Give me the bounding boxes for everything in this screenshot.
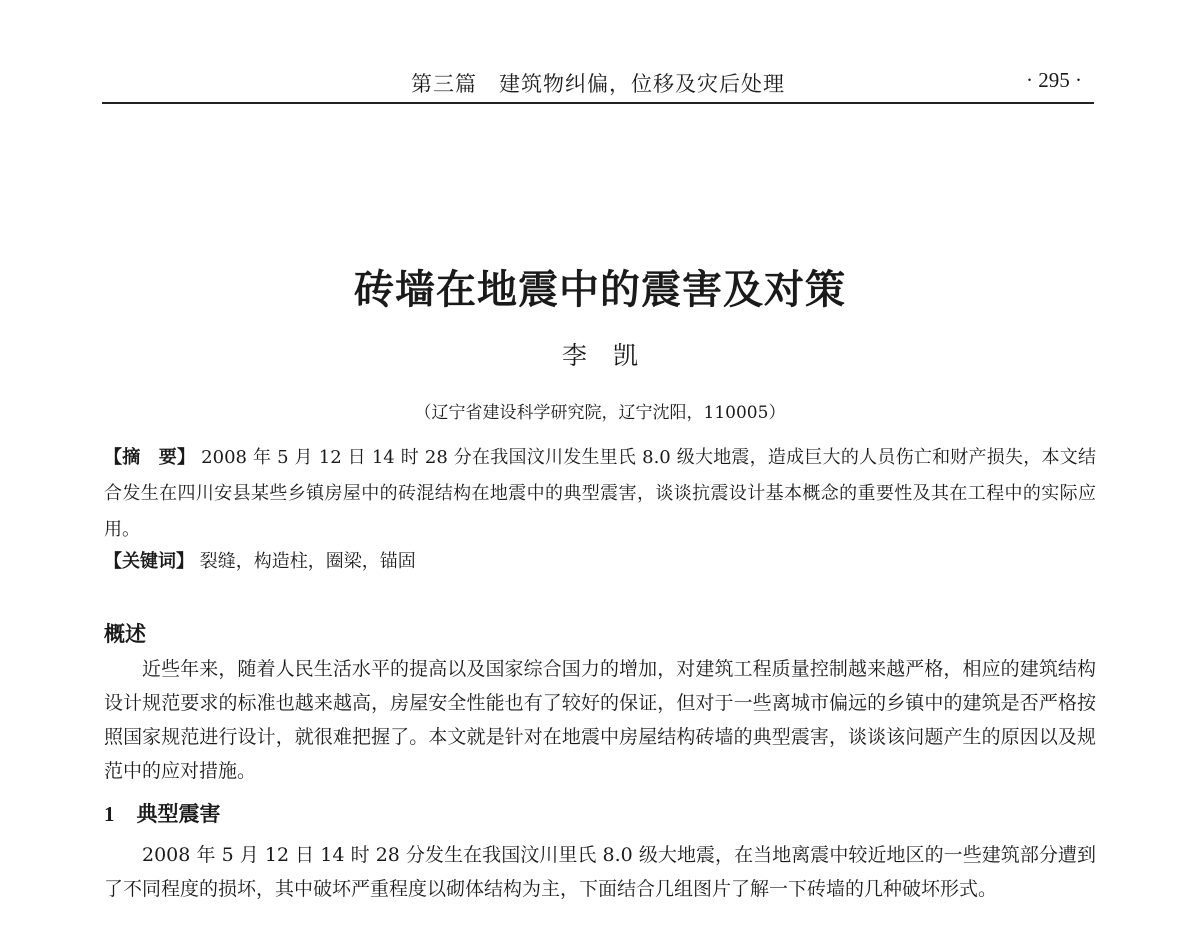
section-title: 第三篇 建筑物纠偏，位移及灾后处理 <box>411 72 785 96</box>
article-title: 砖墙在地震中的震害及对策 <box>354 267 846 313</box>
section-number: 1 <box>104 802 115 826</box>
section-paragraph: 2008 年 5 月 12 日 14 时 28 分发生在我国汶川里氏 8.0 级大地震，在当地离震中较近地区的一些建筑部分遭到了不同程度的损坏，其中破坏严重程度以砌体结构为主，下面结合几组图片了解一下砖墙的几种破坏形式。 <box>104 844 1096 900</box>
section-heading-text: 典型震害 <box>136 802 221 826</box>
author-name: 李凯 <box>561 341 664 370</box>
abstract-label: 【摘 要】 <box>104 447 196 468</box>
section-heading <box>104 798 221 828</box>
author-affiliation: （辽宁省建设科学研究院，辽宁沈阳，110005） <box>414 403 786 423</box>
abstract-text: 2008 年 5 月 12 日 14 时 28 分在我国汶川发生里氏 8.0 级大地震，造成巨大的人员伤亡和财产损失，本文结合发生在四川安县某些乡镇房屋中的砖混结构在地震中的典型震害，谈谈抗震设计基本概念的重要性及其在工程中的实际应用。 <box>104 447 1096 540</box>
abstract <box>104 440 1096 548</box>
keywords <box>104 544 1096 580</box>
keywords-text: 裂缝，构造柱，圈梁，锚固 <box>199 551 416 572</box>
running-header <box>102 66 1094 104</box>
overview-paragraph: 近些年来，随着人民生活水平的提高以及国家综合国力的增加，对建筑工程质量控制越来越严格，相应的建筑结构设计规范要求的标准也越来越高，房屋安全性能也有了较好的保证，但对于一些离城市偏远的乡镇中的建筑是否严格按照国家规范进行设计，就很难把握了。本文就是针对在地震中房屋结构砖墙的典型震害，谈谈该问题产生的原因以及规范中的应对措施。 <box>104 658 1096 782</box>
keywords-label: 【关键词】 <box>104 551 194 572</box>
page-number: · 295 · <box>1026 68 1082 92</box>
overview-heading: 概述 <box>104 622 146 646</box>
